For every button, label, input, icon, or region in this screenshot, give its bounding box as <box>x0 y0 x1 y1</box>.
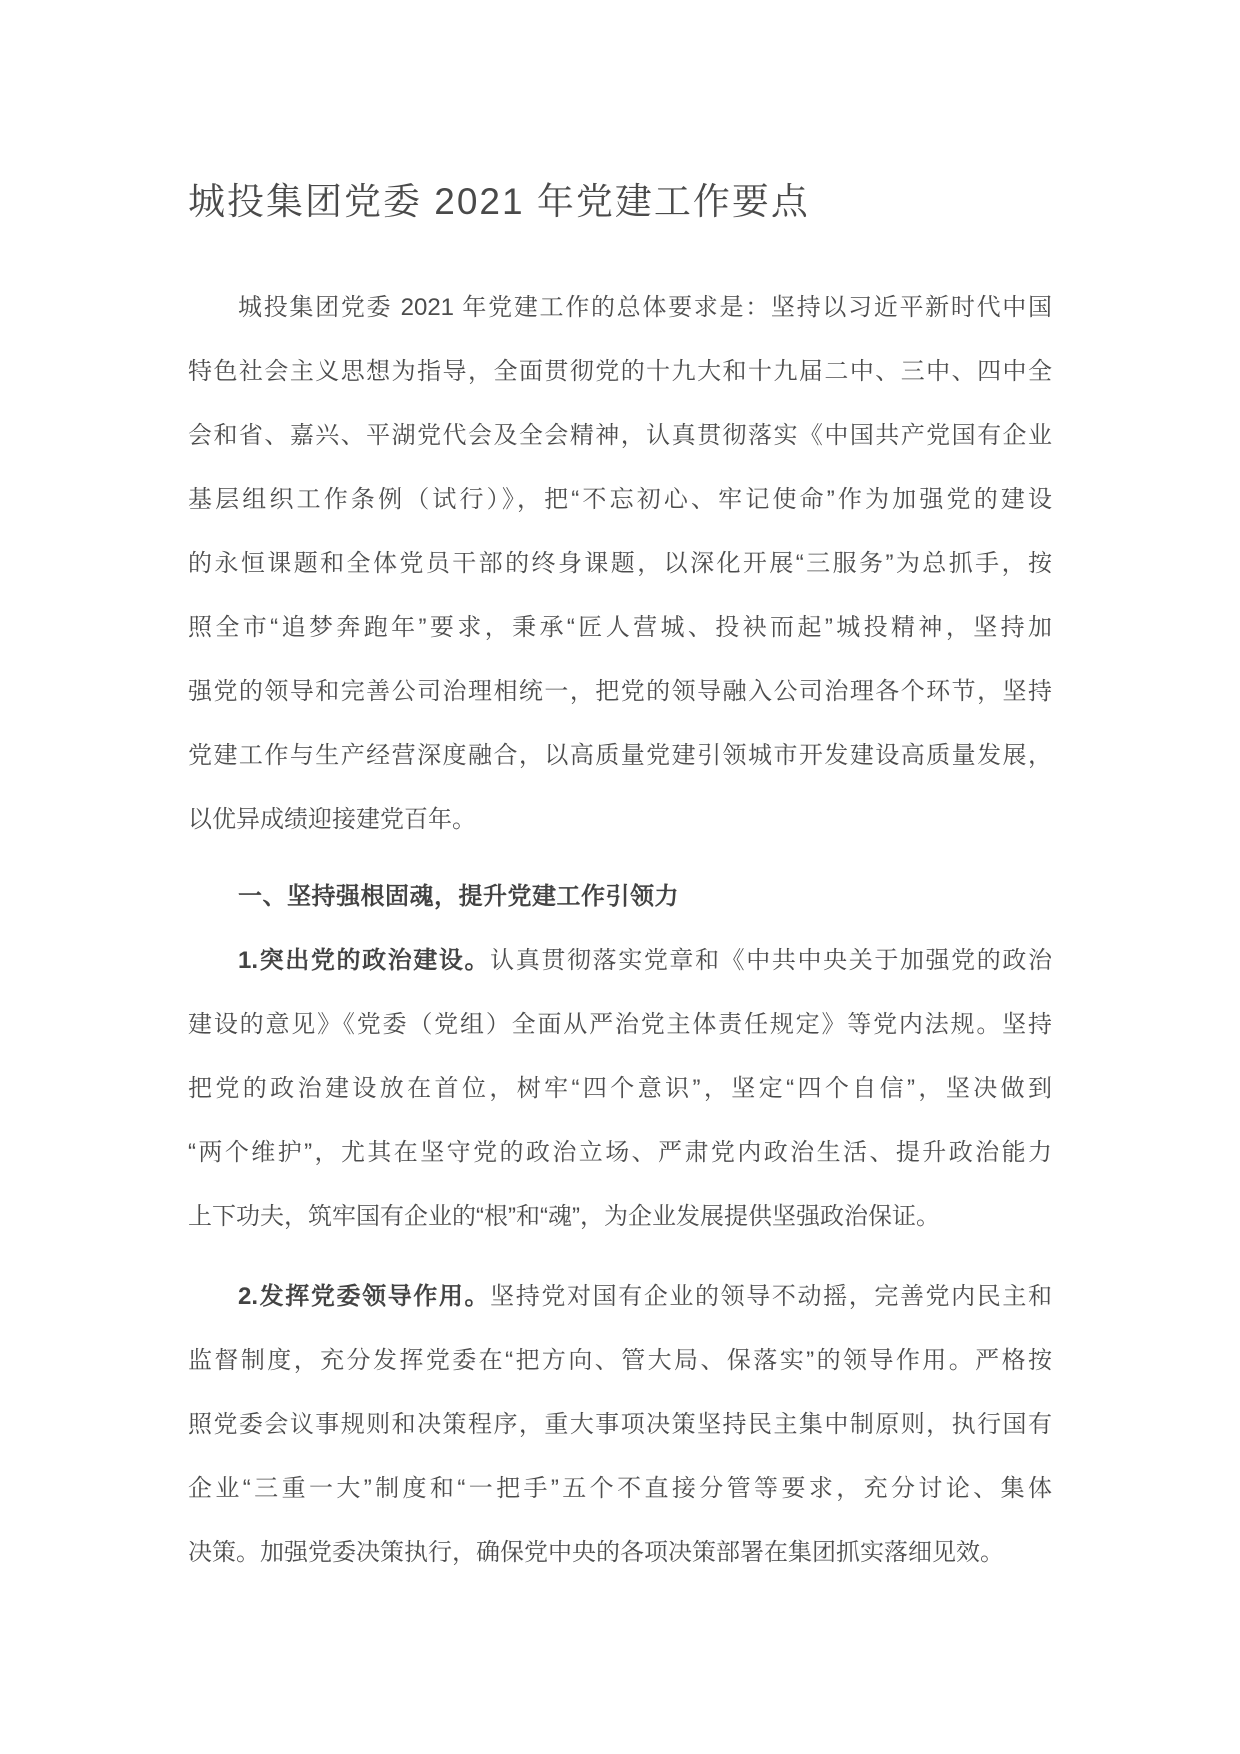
paragraph-lead-bold: 2.发挥党委领导作用。 <box>238 1283 491 1310</box>
text-line: 强党的领导和完善公司治理相统一，把党的领导融入公司治理各个环节，坚持 <box>188 678 1052 705</box>
intro-paragraph <box>188 276 1052 852</box>
paragraph-lead-bold: 1.突出党的政治建设。 <box>238 947 491 974</box>
document-title: 城投集团党委 2021 年党建工作要点 <box>188 181 810 222</box>
text-line: 建设的意见》《党委（党组）全面从严治党主体责任规定》等党内法规。坚持 <box>188 1011 1052 1038</box>
text-line <box>188 929 1052 993</box>
text-line: 决策。加强党委决策执行，确保党中央的各项决策部署在集团抓实落细见效。 <box>188 1539 1004 1566</box>
text-run: 认真贯彻落实党章和《中共中央关于加强党的政治 <box>490 947 1052 974</box>
text-run: 坚持党对国有企业的领导不动摇，完善党内民主和 <box>490 1283 1052 1310</box>
text-line: 特色社会主义思想为指导，全面贯彻党的十九大和十九届二中、三中、四中全 <box>188 358 1052 385</box>
text-line: 以优异成绩迎接建党百年。 <box>188 806 476 833</box>
text-line: 企业“三重一大”制度和“一把手”五个不直接分管等要求，充分讨论、集体 <box>188 1475 1052 1502</box>
section-1-heading: 一、坚持强根固魂，提升党建工作引领力 <box>238 883 679 910</box>
text-line: 会和省、嘉兴、平湖党代会及全会精神，认真贯彻落实《中国共产党国有企业 <box>188 422 1052 449</box>
text-line: 照党委会议事规则和决策程序，重大事项决策坚持民主集中制原则，执行国有 <box>188 1411 1052 1438</box>
text-line: 城投集团党委 2021 年党建工作的总体要求是：坚持以习近平新时代中国 <box>238 294 1052 321</box>
text-line: “两个维护”，尤其在坚守党的政治立场、严肃党内政治生活、提升政治能力 <box>188 1139 1052 1166</box>
point-1-paragraph <box>188 929 1052 1249</box>
text-line: 监督制度，充分发挥党委在“把方向、管大局、保落实”的领导作用。严格按 <box>188 1347 1052 1374</box>
text-line: 基层组织工作条例（试行）》，把“不忘初心、牢记使命”作为加强党的建设 <box>188 486 1052 513</box>
point-2-paragraph <box>188 1265 1052 1585</box>
text-line <box>188 1265 1052 1329</box>
text-line: 照全市“追梦奔跑年”要求，秉承“匠人营城、投袂而起”城投精神，坚持加 <box>188 614 1052 641</box>
text-line: 把党的政治建设放在首位，树牢“四个意识”，坚定“四个自信”，坚决做到 <box>188 1075 1052 1102</box>
text-line: 上下功夫，筑牢国有企业的“根”和“魂”，为企业发展提供坚强政治保证。 <box>188 1203 940 1230</box>
text-line: 党建工作与生产经营深度融合，以高质量党建引领城市开发建设高质量发展， <box>188 742 1052 769</box>
document-content <box>188 170 1052 1585</box>
text-line: 的永恒课题和全体党员干部的终身课题，以深化开展“三服务”为总抓手，按 <box>188 550 1052 577</box>
